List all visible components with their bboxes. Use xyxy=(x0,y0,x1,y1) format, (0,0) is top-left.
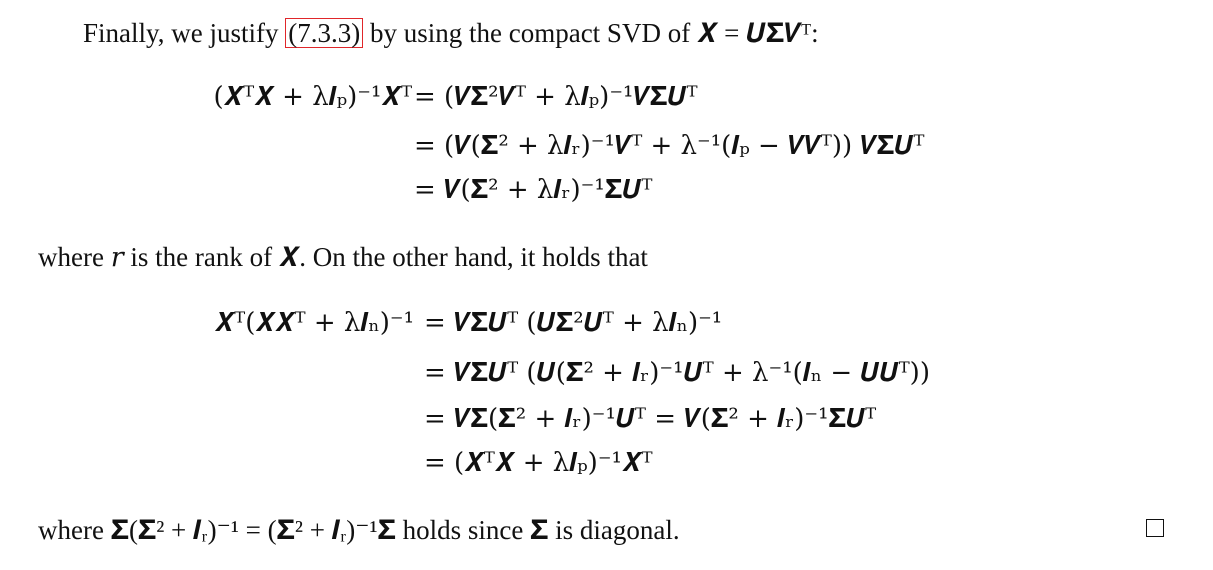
eq2-line-3: = 𝑽𝚺(𝚺² + 𝑰ᵣ)⁻¹𝑼ᵀ = 𝑽(𝚺² + 𝑰ᵣ)⁻¹𝚺𝑼ᵀ xyxy=(424,404,877,434)
eq1-lhs: (𝑿ᵀ𝑿 + λ𝑰ₚ)⁻¹𝑿ᵀ xyxy=(213,82,412,112)
eq1-line-2: = (𝑽(𝚺² + λ𝑰ᵣ)⁻¹𝑽ᵀ + λ⁻¹(𝑰ₚ − 𝑽𝑽ᵀ)) 𝑽𝚺𝑼ᵀ xyxy=(414,131,925,161)
intro-text-after: by using the compact SVD of 𝑿 = 𝑼𝚺𝑽ᵀ: xyxy=(363,18,819,48)
eq2-lhs: 𝑿ᵀ(𝑿𝑿ᵀ + λ𝑰ₙ)⁻¹ xyxy=(214,308,414,338)
qed-symbol xyxy=(1146,519,1164,537)
intro-paragraph xyxy=(83,16,819,50)
middle-paragraph: where 𝑟 is the rank of 𝑿. On the other hand, it holds that xyxy=(38,242,648,272)
closing-paragraph: where 𝚺(𝚺² + 𝑰ᵣ)⁻¹ = (𝚺² + 𝑰ᵣ)⁻¹𝚺 holds since 𝚺 is diagonal. xyxy=(38,515,680,545)
eq1-line-1: = (𝑽𝚺²𝑽ᵀ + λ𝑰ₚ)⁻¹𝑽𝚺𝑼ᵀ xyxy=(414,82,698,112)
eq2-line-1: = 𝑽𝚺𝑼ᵀ (𝑼𝚺²𝑼ᵀ + λ𝑰ₙ)⁻¹ xyxy=(424,308,723,338)
intro-text-before: Finally, we justify xyxy=(83,18,286,48)
eq1-line-3: = 𝑽(𝚺² + λ𝑰ᵣ)⁻¹𝚺𝑼ᵀ xyxy=(414,175,653,205)
equation-ref-link[interactable]: (7.3.3) xyxy=(285,18,363,48)
eq2-line-2: = 𝑽𝚺𝑼ᵀ (𝑼(𝚺² + 𝑰ᵣ)⁻¹𝑼ᵀ + λ⁻¹(𝑰ₙ − 𝑼𝑼ᵀ)) xyxy=(424,358,930,388)
eq2-line-4: = (𝑿ᵀ𝑿 + λ𝑰ₚ)⁻¹𝑿ᵀ xyxy=(424,448,653,478)
